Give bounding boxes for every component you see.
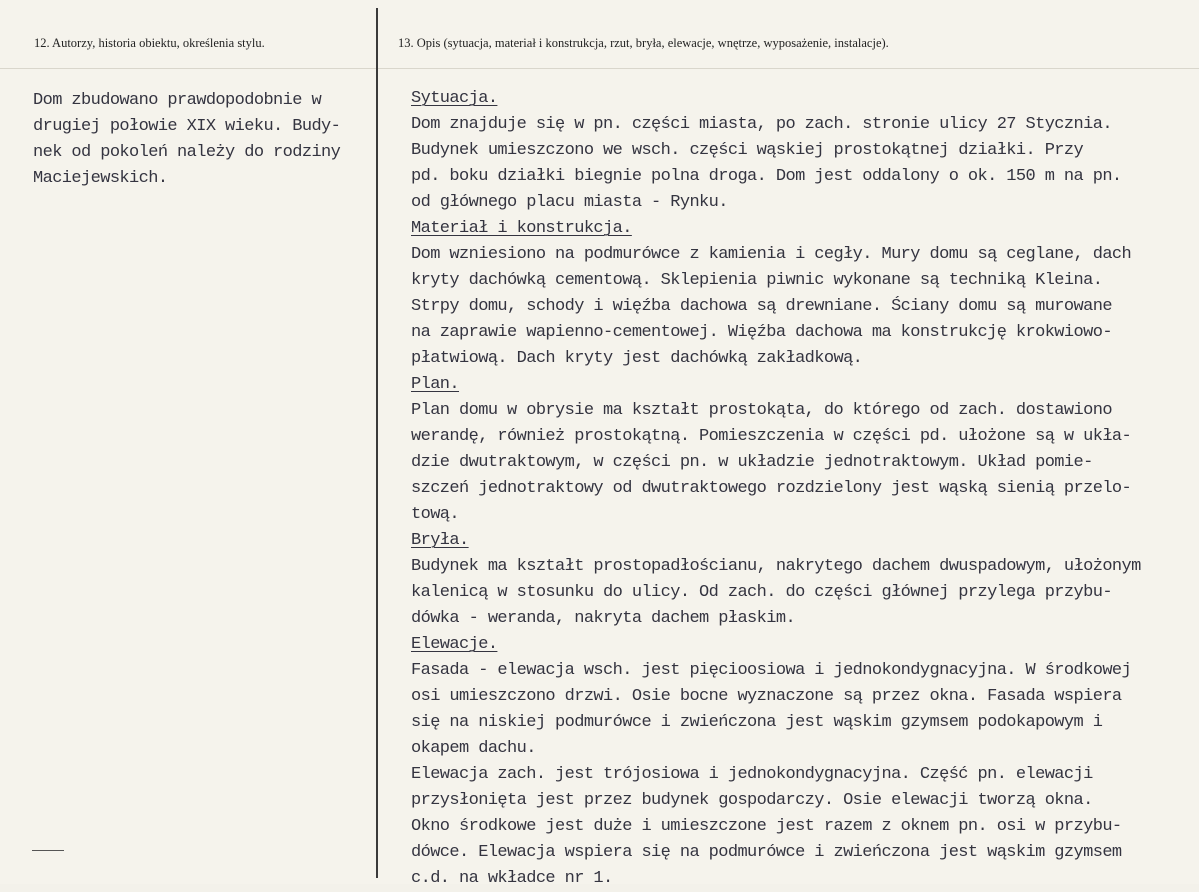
text-line: Fasada - elewacja wsch. jest pięcioosiowa i jednokondygnacyjna. W środkowej — [411, 661, 1132, 680]
text-line: płatwiową. Dach kryty jest dachówką zakładkową. — [411, 349, 863, 368]
column-divider — [376, 8, 378, 878]
text-line: drugiej połowie XIX wieku. Budy- — [33, 117, 341, 136]
section-heading — [411, 372, 1141, 398]
text-line: dzie dwutraktowym, w części pn. w układzie jednotraktowym. Układ pomie- — [411, 453, 1093, 472]
header-rule — [0, 68, 1199, 69]
left-column-header: 12. Autorzy, historia obiektu, określenia stylu. — [34, 36, 265, 50]
text-line: Plan domu w obrysie ma kształt prostokąta, do którego od zach. dostawiono — [411, 401, 1112, 420]
text-line: dówka - weranda, nakryta dachem płaskim. — [411, 609, 796, 628]
text-line: Maciejewskich. — [33, 169, 168, 188]
text-line: Dom wzniesiono na podmurówce z kamienia i cegły. Mury domu są ceglane, dach — [411, 245, 1132, 264]
text-line: się na niskiej podmurówce i zwieńczona jest wąskim gzymsem podokapowym i — [411, 713, 1103, 732]
text-line: Elewacja zach. jest trójosiowa i jednokondygnacyjna. Część pn. elewacji — [411, 765, 1093, 784]
text-line: Budynek ma kształt prostopadłościanu, nakrytego dachem dwuspadowym, ułożonym — [411, 557, 1141, 576]
text-line: Okno środkowe jest duże i umieszczone jest razem z oknem pn. osi w przybu- — [411, 817, 1122, 836]
section-heading-text: Elewacje. — [411, 635, 498, 654]
text-line: Budynek umieszczono we wsch. części wąskiej prostokątnej działki. Przy — [411, 141, 1084, 160]
text-line: na zaprawie wapienno-cementowej. Więźba dachowa ma konstrukcję krokwiowo- — [411, 323, 1112, 342]
text-line: Dom zbudowano prawdopodobnie w — [33, 91, 322, 110]
right-column-header: 13. Opis (sytuacja, materiał i konstrukcja, rzut, bryła, elewacje, wnętrze, wyposażenie, instalacje). — [398, 36, 889, 50]
text-line: kalenicą w stosunku do ulicy. Od zach. do części głównej przylega przybu- — [411, 583, 1112, 602]
margin-mark — [32, 850, 64, 851]
section-heading — [411, 528, 1141, 554]
section-heading — [411, 216, 1141, 242]
text-line: Dom znajduje się w pn. części miasta, po zach. stronie ulicy 27 Stycznia. — [411, 115, 1112, 134]
text-line: werandę, również prostokątną. Pomieszczenia w części pd. ułożone są w ukła- — [411, 427, 1132, 446]
text-line: kryty dachówką cementową. Sklepienia piwnic wykonane są techniką Kleina. — [411, 271, 1103, 290]
section-heading-text: Materiał i konstrukcja. — [411, 219, 632, 238]
text-line: osi umieszczono drzwi. Osie bocne wyznaczone są przez okna. Fasada wspiera — [411, 687, 1122, 706]
text-line: dówce. Elewacja wspiera się na podmurówce i zwieńczona jest wąskim gzymsem — [411, 843, 1122, 862]
text-line: okapem dachu. — [411, 739, 536, 758]
section-heading — [411, 86, 1141, 112]
text-line: Strpy domu, schody i więźba dachowa są drewniane. Ściany domu są murowane — [411, 297, 1112, 316]
section-heading — [411, 632, 1141, 658]
text-line: tową. — [411, 505, 460, 524]
section-heading-text: Plan. — [411, 375, 460, 394]
left-column-text — [33, 88, 340, 192]
right-column-text — [411, 86, 1141, 892]
text-line: pd. boku działki biegnie polna droga. Dom jest oddalony o ok. 150 m na pn. — [411, 167, 1122, 186]
text-line: nek od pokoleń należy do rodziny — [33, 143, 341, 162]
text-line: c.d. na wkładce nr 1. — [411, 869, 613, 888]
text-line: przysłonięta jest przez budynek gospodarczy. Osie elewacji tworzą okna. — [411, 791, 1093, 810]
section-heading-text: Bryła. — [411, 531, 469, 550]
text-line: szczeń jednotraktowy od dwutraktowego rozdzielony jest wąską sienią przelo- — [411, 479, 1132, 498]
section-heading-text: Sytuacja. — [411, 89, 498, 108]
text-line: od głównego placu miasta - Rynku. — [411, 193, 728, 212]
